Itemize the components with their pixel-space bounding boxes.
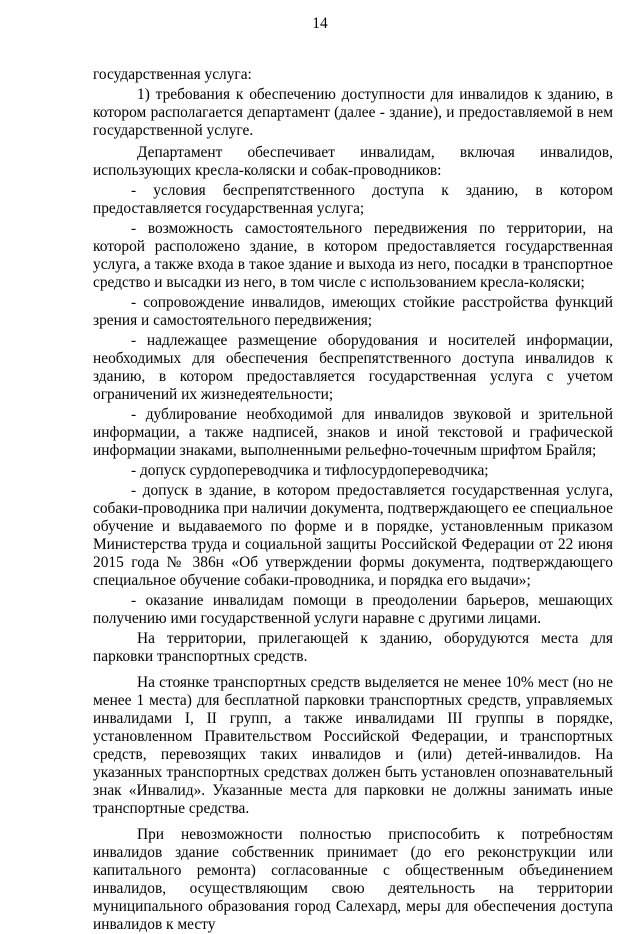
list-item-access-conditions: - условия беспрепятственного доступа к зданию, в котором предоставляется государственная услуга; xyxy=(93,182,613,217)
paragraph-requirements: 1) требования к обеспечению доступности для инвалидов к зданию, в котором располагается департамент (далее - здание), и предоставляемой в нем государственной услуге. xyxy=(93,86,613,139)
paragraph-continuation: государственная услуга: xyxy=(93,66,252,83)
list-item-interpreter: - допуск сурдопереводчика и тифлосурдопереводчика; xyxy=(131,462,489,479)
list-item-equipment: - надлежащее размещение оборудования и носителей информации, необходимых для обеспечения беспрепятственного доступа инвалидов к зданию, в котором предоставляется государственная услуга с учетом ограничений их жизнедеятельности; xyxy=(93,332,613,403)
page-number: 14 xyxy=(312,15,328,32)
list-item-braille: - дублирование необходимой для инвалидов звуковой и зрительной информации, а также надписей, знаков и иной текстовой и графической информации знаками, выполненными рельефно-точечным шрифтом Брайля; xyxy=(93,406,613,459)
paragraph-building-adaptation: При невозможности полностью приспособить к потребностям инвалидов здание собственник принимает (до его реконструкции или капитального ремонта) согласованные с общественным объединением инвалидов, осуществляющим свою деятельность на территории муниципального образования город Салехард, меры для обеспечения доступа инвалидов к месту xyxy=(93,826,613,933)
document-body xyxy=(93,66,613,934)
paragraph-parking-places: На стоянке транспортных средств выделяется не менее 10% мест (но не менее 1 места) для бесплатной парковки транспортных средств, управляемых инвалидами I, II групп, а также инвалидами III группы в порядке, установленном Правительством Российской Федерации, и транспортных средств, перевозящих таких инвалидов и (или) детей-инвалидов. На указанных транспортных средствах должен быть установлен опознавательный знак «Инвалид». Указанные места для парковки не должны занимать иные транспортные средства. xyxy=(93,674,613,817)
paragraph-department-provides: Департамент обеспечивает инвалидам, включая инвалидов, использующих кресла-коляски и собак-проводников: xyxy=(93,144,613,179)
paragraph-parking-area: На территории, прилегающей к зданию, оборудуются места для парковки транспортных средств. xyxy=(93,630,613,665)
list-item-guide-dog: - допуск в здание, в котором предоставляется государственная услуга, собаки-проводника при наличии документа, подтверждающего ее специальное обучение и выдаваемого по форме и в порядке, установленным приказом Министерства труда и социальной защиты Российской Федерации от 22 июня 2015 года № 386н «Об утверждении формы документа, подтверждающего специальное обучение собаки-проводника, и порядка его выдачи»; xyxy=(93,482,613,589)
list-item-escort: - сопровождение инвалидов, имеющих стойкие расстройства функций зрения и самостоятельного передвижения; xyxy=(93,294,613,329)
list-item-movement: - возможность самостоятельного передвижения по территории, на которой расположено здание, в котором предоставляется государственная услуга, а также входа в такое здание и выхода из него, посадки в транспортное средство и высадки из него, в том числе с использованием кресла-коляски; xyxy=(93,220,613,291)
list-item-assistance: - оказание инвалидам помощи в преодолении барьеров, мешающих получению ими государственной услуги наравне с другими лицами. xyxy=(93,592,613,627)
